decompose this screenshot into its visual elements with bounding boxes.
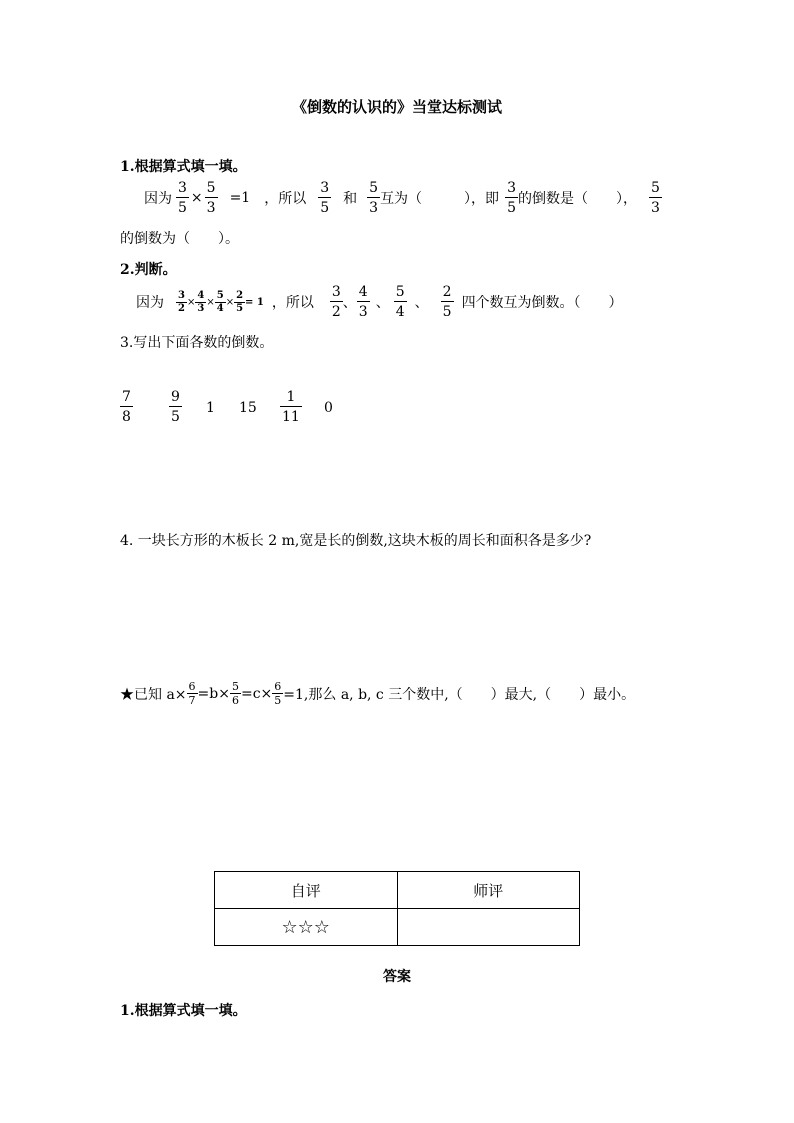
q5-tail: =1,那么 a, b, c 三个数中,（ ）最大,（ ）最小。 (283, 686, 636, 703)
teacher-eval-cell[interactable] (397, 909, 580, 946)
q1-so: ，所以 (264, 191, 307, 207)
times-sign: × (206, 296, 215, 308)
q2-because: 因为 (136, 295, 164, 311)
evaluation-table (214, 871, 580, 946)
q1-recip-is: 的倒数是（ ）， (517, 191, 637, 207)
answer-q1-heading: 1.根据算式填一填。 (120, 1003, 247, 1019)
q2-equals: = 1 (245, 296, 264, 308)
q2-fraction: $\frac{4}{3}$ (358, 284, 368, 320)
q2-fraction: $\frac{3}{2}$ (331, 284, 341, 320)
q3-number: $\frac{7}{8}$ (122, 389, 131, 425)
q1-fraction: $\frac{5}{3}$ (369, 180, 379, 216)
q5-line (120, 681, 635, 706)
q1-line1 (144, 181, 662, 215)
q1-fraction: $\frac{3}{5}$ (320, 180, 330, 216)
answer-heading: 答案 (383, 969, 411, 985)
q5-intro: ★已知 a× (120, 686, 187, 703)
q2-fraction: $\frac{5}{4}$ (216, 289, 224, 314)
q2-sep: 、 (414, 295, 429, 311)
q1-and: 和 (343, 191, 358, 207)
q1-fraction: $\frac{3}{5}$ (178, 180, 187, 216)
q2-sep: 、 (342, 295, 357, 311)
q2-fraction: $\frac{3}{2}$ (178, 289, 185, 314)
q5-fraction: $\frac{6}{7}$ (188, 680, 196, 707)
q2-line (136, 285, 623, 319)
times-sign: × (186, 296, 196, 308)
q2-sep: 、 (375, 295, 390, 311)
q3-number: $\frac{9}{5}$ (171, 389, 180, 425)
q5-c: =c× (240, 685, 273, 702)
q1-mutual: 互为（ ），即 (380, 191, 500, 207)
q1-fraction: $\frac{5}{3}$ (206, 180, 216, 216)
q3-number: 15 (239, 400, 257, 416)
self-eval-header: 自评 (215, 872, 398, 909)
q2-tail: 四个数互为倒数。（ ） (461, 295, 623, 311)
q1-heading: 1.根据算式填一填。 (120, 159, 247, 175)
q3-number: 0 (324, 400, 333, 416)
q2-heading: 2.判断。 (120, 262, 177, 278)
times-sign: × (225, 296, 235, 308)
q5-fraction: $\frac{5}{6}$ (231, 680, 239, 707)
q3-heading: 3.写出下面各数的倒数。 (120, 335, 274, 351)
q1-line2: 的倒数为（ ）。 (120, 231, 239, 247)
q2-fraction: $\frac{4}{3}$ (197, 289, 205, 314)
star-rating[interactable]: ☆☆☆ (215, 909, 398, 946)
times-sign: × (190, 190, 203, 206)
q1-because: 因为 (144, 191, 172, 207)
q2-fraction: $\frac{2}{5}$ (442, 284, 452, 320)
q2-so: ，所以 (271, 295, 314, 311)
q5-fraction: $\frac{6}{5}$ (274, 680, 282, 707)
q2-fraction: $\frac{2}{5}$ (236, 289, 244, 314)
q4-question: 4. 一块长方形的木板长 2 m,宽是长的倒数,这块木板的周长和面积各是多少? (120, 533, 592, 549)
q3-number: $\frac{1}{11}$ (282, 389, 300, 425)
q5-b: =b× (197, 685, 230, 702)
q3-number: 1 (206, 400, 215, 416)
q1-fraction: $\frac{5}{3}$ (650, 180, 660, 216)
q1-equals: =1 (229, 190, 251, 206)
q1-fraction: $\frac{3}{5}$ (507, 180, 516, 216)
q3-numbers (120, 390, 360, 430)
page-title: 《倒数的认识的》当堂达标测试 (291, 98, 502, 116)
q2-fraction: $\frac{5}{4}$ (395, 284, 405, 320)
teacher-eval-header: 师评 (397, 872, 580, 909)
